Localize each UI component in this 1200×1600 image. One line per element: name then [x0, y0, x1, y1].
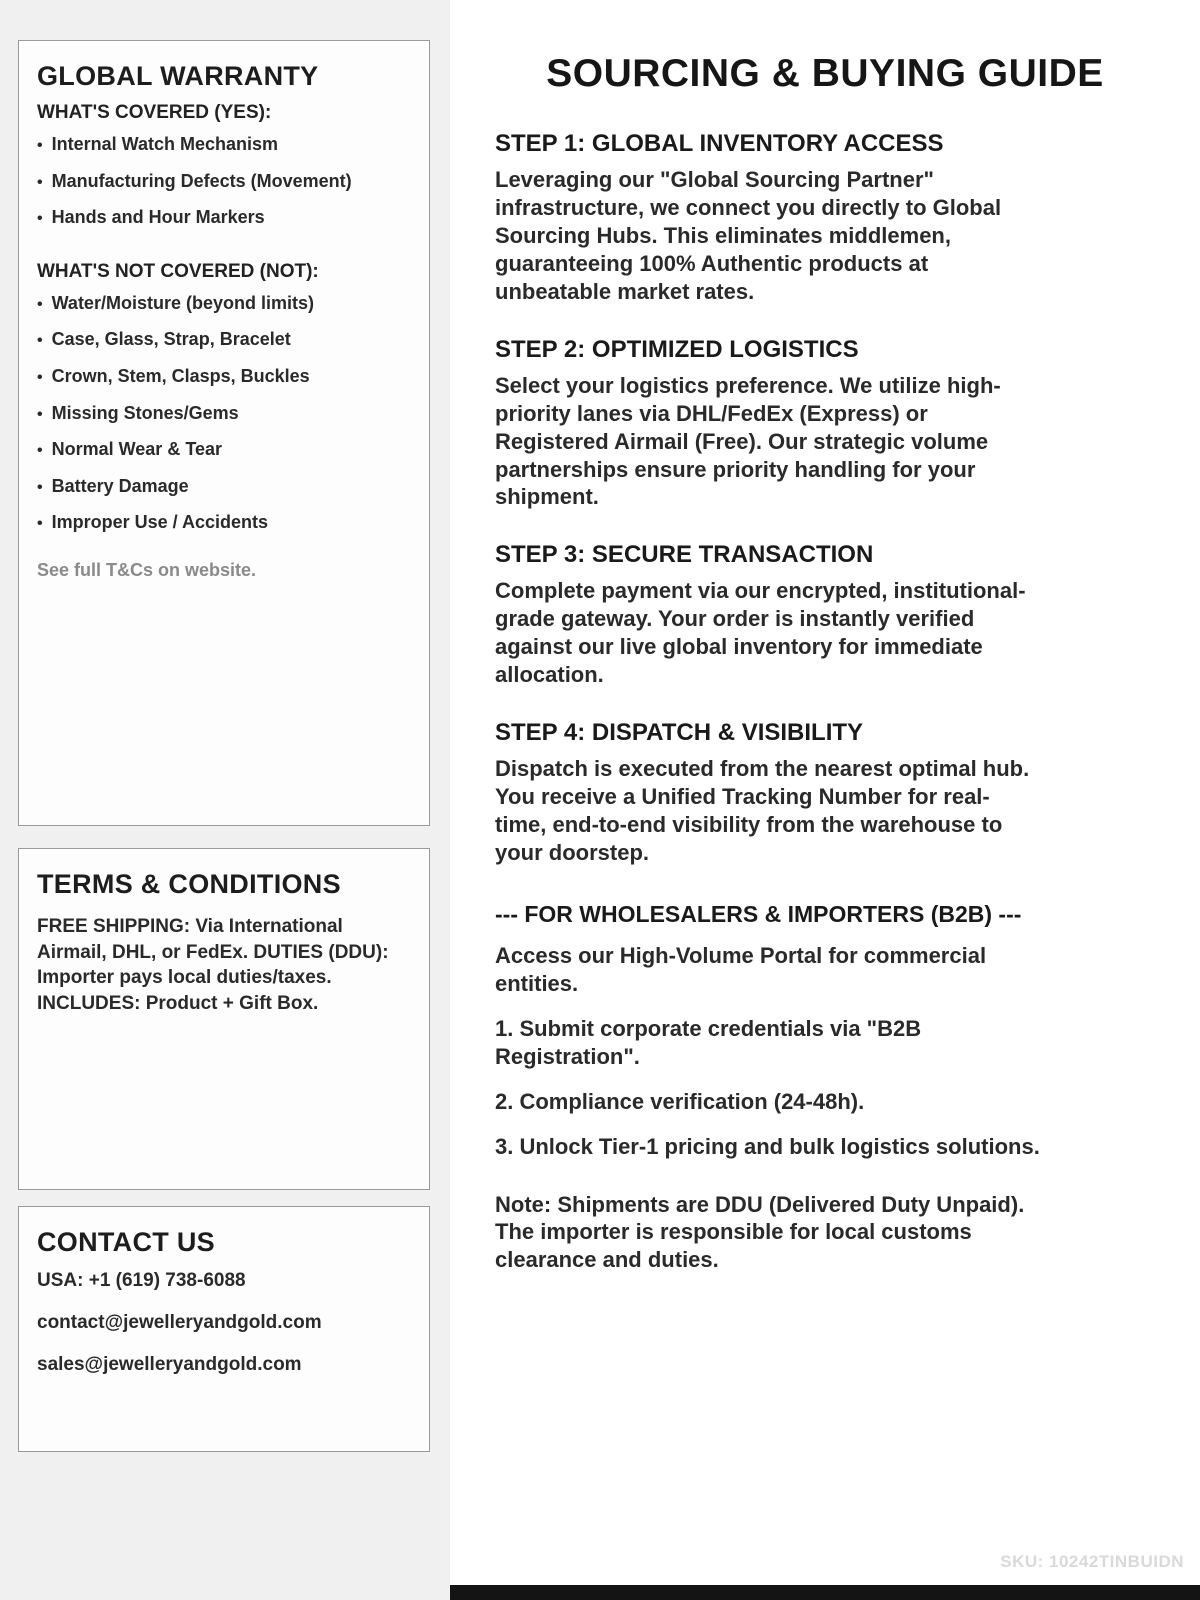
list-item: • Crown, Stem, Clasps, Buckles	[37, 366, 411, 388]
step-1-heading: STEP 1: GLOBAL INVENTORY ACCESS	[495, 130, 944, 157]
warranty-panel	[18, 40, 430, 826]
contact-title: CONTACT US	[37, 1227, 215, 1257]
page-title: SOURCING & BUYING GUIDE	[546, 52, 1104, 95]
step-1-body: Leveraging our "Global Sourcing Partner" infrastructure, we connect you directly to Global Sourcing Hubs. This eliminates middlemen, guaranteeing 100% Authentic products at unbeatable market rates.	[495, 167, 1002, 304]
not-covered-list	[37, 293, 411, 534]
terms-panel	[18, 848, 430, 1190]
sku-label: SKU: 10242TINBUIDN	[1000, 1552, 1184, 1571]
b2b-item-1: 1. Submit corporate credentials via "B2B Registration".	[495, 1015, 922, 1069]
step-2-heading: STEP 2: OPTIMIZED LOGISTICS	[495, 335, 859, 363]
step-3-body: Complete payment via our encrypted, institutional-grade gateway. Your order is instantly verified against our live global inventory for immediate allocation.	[495, 578, 1026, 688]
b2b-heading: --- FOR WHOLESALERS & IMPORTERS (B2B) ---	[495, 900, 1022, 927]
list-item: • Missing Stones/Gems	[37, 403, 411, 425]
list-item: • Battery Damage	[37, 476, 411, 498]
list-item: • Case, Glass, Strap, Bracelet	[37, 329, 411, 351]
step-4-heading: STEP 4: DISPATCH & VISIBILITY	[495, 719, 864, 747]
b2b-note: Note: Shipments are DDU (Delivered Duty Unpaid). The importer is responsible for local customs clearance and duties.	[495, 1191, 1025, 1273]
step-3-heading: STEP 3: SECURE TRANSACTION	[495, 541, 874, 569]
not-covered-heading: WHAT'S NOT COVERED (NOT):	[37, 260, 319, 282]
terms-title: TERMS & CONDITIONS	[37, 869, 341, 899]
b2b-intro: Access our High-Volume Portal for commercial entities.	[495, 942, 987, 996]
b2b-item-3: 3. Unlock Tier-1 pricing and bulk logistics solutions.	[495, 1133, 1040, 1159]
list-item: • Hands and Hour Markers	[37, 207, 411, 229]
contact-sales-email: sales@jewelleryandgold.com	[37, 1354, 302, 1375]
list-item: • Manufacturing Defects (Movement)	[37, 171, 411, 193]
list-item: • Normal Wear & Tear	[37, 439, 411, 461]
list-item: • Water/Moisture (beyond limits)	[37, 293, 411, 315]
b2b-item-2: 2. Compliance verification (24-48h).	[495, 1088, 865, 1114]
step-2-body: Select your logistics preference. We utilize high-priority lanes via DHL/FedEx (Express) or Registered Airmail (Free). Our strategic volume partnerships ensure priority handling for your shipment.	[495, 372, 1001, 510]
main-content	[450, 0, 1200, 1600]
covered-heading: WHAT'S COVERED (YES):	[37, 102, 272, 123]
terms-body: FREE SHIPPING: Via International Airmail, DHL, or FedEx. DUTIES (DDU): Importer pays local duties/taxes. INCLUDES: Product + Gift Box.	[37, 916, 389, 1014]
list-item: • Internal Watch Mechanism	[37, 134, 411, 156]
step-4-body: Dispatch is executed from the nearest optimal hub. You receive a Unified Tracking Number for real-time, end-to-end visibility from the warehouse to your doorstep.	[495, 756, 1030, 865]
warranty-title: GLOBAL WARRANTY	[37, 61, 319, 91]
covered-list	[37, 134, 411, 229]
sidebar	[0, 0, 450, 1600]
contact-phone: USA: +1 (619) 738-6088	[37, 1270, 246, 1291]
contact-email: contact@jewelleryandgold.com	[37, 1312, 322, 1333]
bottom-bar	[450, 1585, 1200, 1600]
list-item: • Improper Use / Accidents	[37, 512, 411, 534]
contact-panel	[18, 1206, 430, 1452]
warranty-footnote: See full T&Cs on website.	[37, 559, 257, 580]
